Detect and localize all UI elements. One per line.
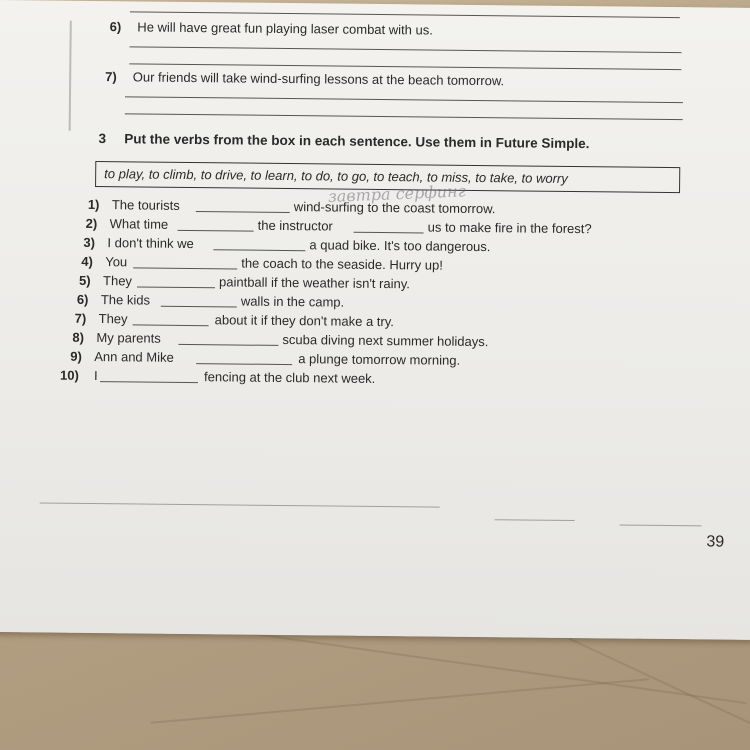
sentence-part: I don't think we bbox=[107, 235, 194, 252]
answer-line bbox=[129, 63, 681, 70]
sentence-part: The tourists bbox=[111, 197, 180, 213]
item-number: 7) bbox=[74, 310, 87, 326]
answer-blank[interactable] bbox=[137, 286, 215, 288]
sentence-part: fencing at the club next week. bbox=[203, 369, 376, 386]
answer-line bbox=[125, 113, 683, 120]
sentence-part: the coach to the seaside. Hurry up! bbox=[241, 255, 443, 273]
sentence-part: a quad bike. It's too dangerous. bbox=[309, 237, 491, 255]
sentence-part: They bbox=[98, 311, 128, 327]
answer-line bbox=[130, 11, 680, 18]
sentence-part: walls in the camp. bbox=[240, 293, 345, 310]
sentence-part: What time bbox=[109, 216, 169, 232]
sentence-part: scuba diving next summer holidays. bbox=[282, 331, 489, 350]
sentence-part: Ann and Mike bbox=[94, 349, 174, 365]
sentence-part: They bbox=[102, 273, 133, 289]
item-number: 8) bbox=[72, 329, 85, 345]
sentence-part: about it if they don't make a try. bbox=[214, 312, 395, 330]
item-number: 1) bbox=[87, 196, 100, 213]
sentence-part: You bbox=[105, 254, 128, 270]
previous-item bbox=[105, 69, 504, 88]
page-number: 39 bbox=[706, 533, 725, 551]
item-number: 7) bbox=[105, 69, 117, 85]
exercise-instruction: Put the verbs from the box in each sentence. Use them in Future Simple. bbox=[124, 131, 590, 152]
answer-blank[interactable] bbox=[196, 363, 292, 365]
answer-blank[interactable] bbox=[213, 249, 305, 251]
sentence-part: us to make fire in the forest? bbox=[427, 219, 592, 237]
answer-blank[interactable] bbox=[178, 230, 254, 232]
wood-grain bbox=[151, 678, 649, 724]
verb-box: to play, to climb, to drive, to learn, to do, to go, to teach, to miss, to take, to worry bbox=[95, 161, 680, 193]
item-number: 6) bbox=[109, 19, 122, 35]
previous-item bbox=[110, 19, 433, 37]
answer-blank[interactable] bbox=[178, 344, 278, 346]
answer-line bbox=[130, 46, 682, 53]
sentence-part: I bbox=[93, 368, 98, 384]
item-number: 2) bbox=[85, 215, 98, 232]
sentence-part: wind-surfing to the coast tomorrow. bbox=[293, 199, 496, 217]
answer-line bbox=[125, 96, 683, 103]
item-number: 4) bbox=[81, 253, 93, 269]
divider-line bbox=[40, 502, 440, 507]
item-number: 6) bbox=[76, 291, 89, 307]
sentence-part: a plunge tomorrow morning. bbox=[298, 351, 461, 368]
sentence-part: The kids bbox=[100, 292, 151, 308]
item-number: 9) bbox=[70, 348, 82, 364]
answer-blank[interactable] bbox=[133, 267, 237, 269]
sentence-part: My parents bbox=[96, 330, 161, 346]
page-fold bbox=[69, 21, 72, 131]
answer-blank[interactable] bbox=[196, 211, 290, 213]
sentence-part: the instructor bbox=[257, 217, 333, 234]
item-number: 10) bbox=[59, 367, 79, 383]
answer-blank[interactable] bbox=[100, 381, 198, 383]
item-number: 5) bbox=[78, 272, 91, 288]
divider-line bbox=[495, 519, 575, 521]
exercise-number: 3 bbox=[98, 131, 107, 147]
exercise-heading bbox=[98, 131, 589, 151]
item-number: 3) bbox=[83, 234, 96, 251]
answer-blank[interactable] bbox=[354, 232, 424, 234]
item-text: Our friends will take wind-surfing lessons at the beach tomorrow. bbox=[132, 69, 505, 89]
item-text: He will have great fun playing laser combat with us. bbox=[137, 19, 433, 38]
sentence-part: paintball if the weather isn't rainy. bbox=[218, 274, 410, 292]
answer-blank[interactable] bbox=[161, 306, 237, 308]
answer-blank[interactable] bbox=[133, 324, 209, 326]
divider-line bbox=[620, 525, 702, 527]
handwritten-note: завтра серфинг bbox=[327, 181, 467, 207]
